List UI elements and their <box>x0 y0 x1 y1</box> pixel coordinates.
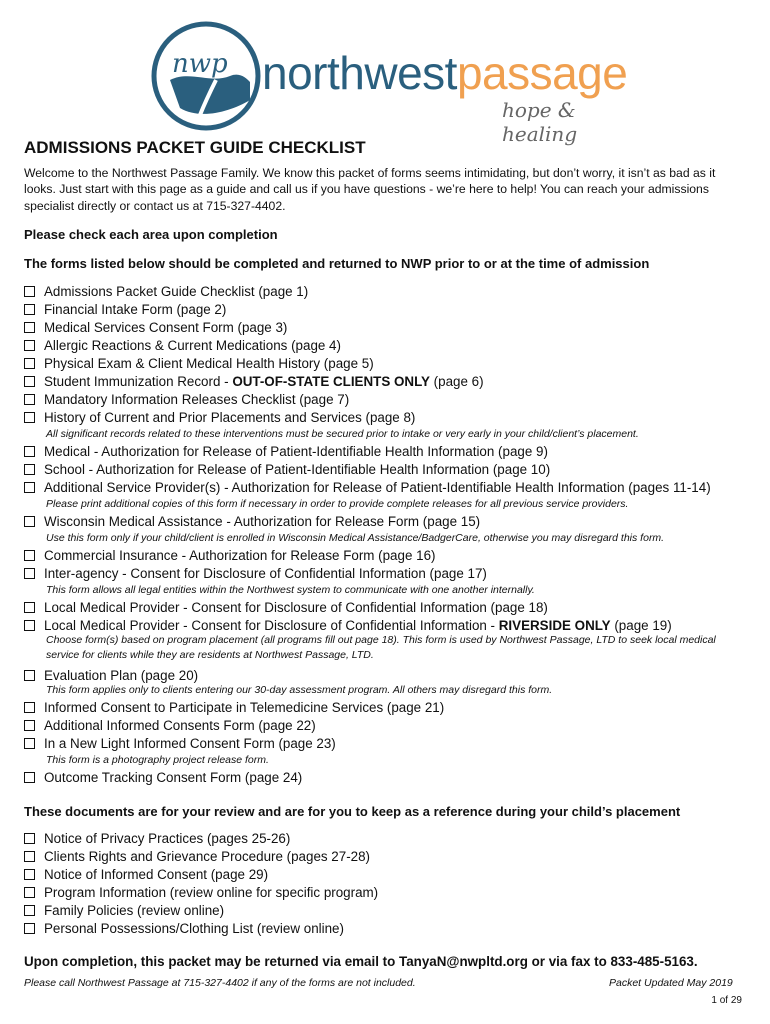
review-item <box>24 848 370 866</box>
item-note: Choose form(s) based on program placement (all programs fill out page 18). This form is used by Northwest Passage, LTD to seek local medical service for clients while they are residents at Northwest Passage, LTD. <box>46 634 716 661</box>
item-label: Additional Service Provider(s) - Authorization for Release of Patient-Identifiable Health Information (pages 11-14) <box>44 480 711 495</box>
section-check-heading: Please check each area upon completion <box>24 227 278 242</box>
checkbox[interactable] <box>24 322 35 333</box>
review-item <box>24 902 224 920</box>
item-label: Financial Intake Form (page 2) <box>44 302 227 317</box>
checklist-item <box>24 717 316 735</box>
section2-heading: These documents are for your review and are for you to keep as a reference during your child’s placement <box>24 804 681 819</box>
item-label: Outcome Tracking Consent Form (page 24) <box>44 770 303 785</box>
item-label: Student Immunization Record - <box>44 374 233 389</box>
checklist-item <box>24 513 480 531</box>
item-label: Local Medical Provider - Consent for Disclosure of Confidential Information - <box>44 618 499 633</box>
intro-text: Welcome to the Northwest Passage Family. We know this packet of forms seems intimidating, but don’t worry, it isn’t as bad as it looks. Just start with this page as a guide and call us if you have questions - we’re here to help! You can reach your admissions specialist directly or contact us at 715-327-4402. <box>24 166 716 213</box>
checkbox[interactable] <box>24 905 35 916</box>
item-label: Medical Services Consent Form (page 3) <box>44 320 288 335</box>
nw-mark: nwp <box>172 49 228 79</box>
checklist-item <box>24 699 444 717</box>
checkbox[interactable] <box>24 568 35 579</box>
page-number: 1 of 29 <box>711 995 742 1006</box>
item-note: This form applies only to clients entering our 30-day assessment program. All others may disregard this form. <box>46 684 553 696</box>
section1-heading: The forms listed below should be completed and returned to NWP prior to or at the time of admission <box>24 256 650 271</box>
item-note: Please print additional copies of this form if necessary in order to provide complete releases for all previous service providers. <box>46 498 629 510</box>
item-label: Admissions Packet Guide Checklist (page 1) <box>44 284 309 299</box>
footer-date: Packet Updated May 2019 <box>609 977 733 989</box>
checkbox[interactable] <box>24 286 35 297</box>
item-label: Evaluation Plan (page 20) <box>44 668 199 683</box>
checkbox[interactable] <box>24 358 35 369</box>
checklist-item <box>24 547 435 565</box>
checklist-item <box>24 769 302 787</box>
brand-name: northwestpassage <box>262 47 628 99</box>
item-label: Notice of Informed Consent (page 29) <box>44 867 269 882</box>
checkbox[interactable] <box>24 464 35 475</box>
item-label: Medical - Authorization for Release of Patient-Identifiable Health Information (page 9) <box>44 444 548 459</box>
checkbox[interactable] <box>24 923 35 934</box>
checkbox[interactable] <box>24 376 35 387</box>
item-label: Physical Exam & Client Medical Health History (page 5) <box>44 356 374 371</box>
checklist-item <box>24 409 415 427</box>
item-label: Clients Rights and Grievance Procedure (pages 27-28) <box>44 849 371 864</box>
checkbox[interactable] <box>24 887 35 898</box>
checklist-item <box>24 301 226 319</box>
item-label: Wisconsin Medical Assistance - Authorization for Release Form (page 15) <box>44 514 481 529</box>
item-label: Program Information (review online for specific program) <box>44 885 379 900</box>
checkbox[interactable] <box>24 340 35 351</box>
checklist-item <box>24 479 711 497</box>
item-note: This form allows all legal entities within the Northwest system to communicate with one another internally. <box>46 584 535 596</box>
item-label: Commercial Insurance - Authorization for Release Form (page 16) <box>44 548 436 563</box>
checkbox[interactable] <box>24 516 35 527</box>
checkbox[interactable] <box>24 720 35 731</box>
checkbox[interactable] <box>24 602 35 613</box>
checkbox[interactable] <box>24 550 35 561</box>
item-label: Family Policies (review online) <box>44 903 225 918</box>
checklist-item <box>24 461 550 479</box>
checklist-item <box>24 283 308 301</box>
checklist-item <box>24 373 484 391</box>
checklist-item <box>24 735 336 753</box>
checklist-item <box>24 443 548 461</box>
checkbox[interactable] <box>24 446 35 457</box>
checkbox[interactable] <box>24 851 35 862</box>
checkbox[interactable] <box>24 702 35 713</box>
logo <box>150 20 630 146</box>
completion-text: Upon completion, this packet may be returned via email to TanyaN@nwpltd.org or via fax to 833-485-5163. <box>24 954 698 969</box>
nwp-logo-icon <box>150 20 262 132</box>
item-label: In a New Light Informed Consent Form (page 23) <box>44 736 336 751</box>
checklist-item <box>24 337 341 355</box>
item-emphasis: OUT-OF-STATE CLIENTS ONLY <box>232 374 430 389</box>
checkbox[interactable] <box>24 833 35 844</box>
checkbox[interactable] <box>24 670 35 681</box>
item-label: Inter-agency - Consent for Disclosure of Confidential Information (page 17) <box>44 566 487 581</box>
checklist-item <box>24 565 487 583</box>
page-title: ADMISSIONS PACKET GUIDE CHECKLIST <box>24 138 366 157</box>
checklist-item <box>24 391 349 409</box>
item-label: School - Authorization for Release of Patient-Identifiable Health Information (page 10) <box>44 462 551 477</box>
item-label: Local Medical Provider - Consent for Disclosure of Confidential Information (page 18) <box>44 600 548 615</box>
item-label: Informed Consent to Participate in Telemedicine Services (page 21) <box>44 700 445 715</box>
item-label: Notice of Privacy Practices (pages 25-26) <box>44 831 291 846</box>
checklist-item <box>24 599 548 617</box>
tagline: hope & healing <box>502 98 578 146</box>
item-note: This form is a photography project release form. <box>46 754 269 766</box>
item-label: Allergic Reactions & Current Medications (page 4) <box>44 338 341 353</box>
checkbox[interactable] <box>24 412 35 423</box>
review-item <box>24 866 268 884</box>
item-label: Mandatory Information Releases Checklist (page 7) <box>44 392 350 407</box>
review-item <box>24 884 378 902</box>
item-note: Use this form only if your child/client is enrolled in Wisconsin Medical Assistance/BadgerCare, otherwise you may disregard this form. <box>46 532 665 544</box>
checkbox[interactable] <box>24 304 35 315</box>
checkbox[interactable] <box>24 738 35 749</box>
item-label-tail: (page 19) <box>610 618 672 633</box>
item-note: All significant records related to these interventions must be secured prior to intake or very early in your child/client’s placement. <box>46 428 639 440</box>
checkbox[interactable] <box>24 482 35 493</box>
checkbox[interactable] <box>24 620 35 631</box>
item-label: History of Current and Prior Placements and Services (page 8) <box>44 410 416 425</box>
item-label: Personal Possessions/Clothing List (review online) <box>44 921 344 936</box>
checkbox[interactable] <box>24 772 35 783</box>
item-label: Additional Informed Consents Form (page 22) <box>44 718 316 733</box>
item-emphasis: RIVERSIDE ONLY <box>498 618 611 633</box>
checklist-item <box>24 355 374 373</box>
review-item <box>24 830 290 848</box>
checkbox[interactable] <box>24 394 35 405</box>
checklist-item <box>24 319 287 337</box>
checkbox[interactable] <box>24 869 35 880</box>
footer-note: Please call Northwest Passage at 715-327-4402 if any of the forms are not included. <box>24 977 416 989</box>
item-label-tail: (page 6) <box>429 374 484 389</box>
review-item <box>24 920 344 938</box>
